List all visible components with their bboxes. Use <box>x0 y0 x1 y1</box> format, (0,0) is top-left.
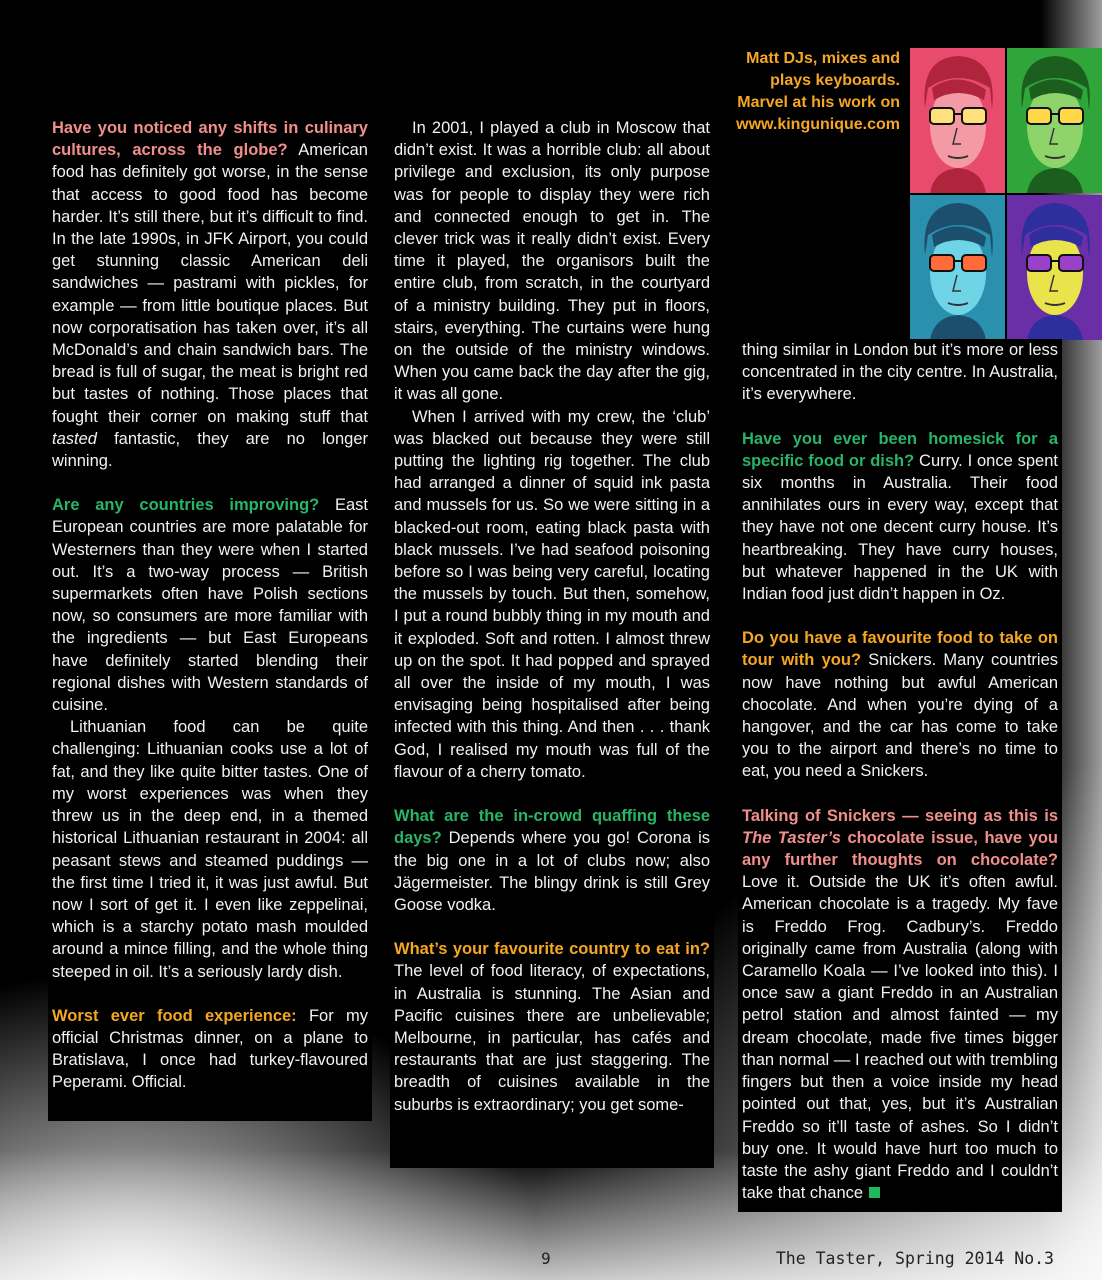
green-portrait <box>1007 48 1102 193</box>
paragraph: Lithuanian food can be quite challenging: Lithuanian cooks use a lot of fat, and they like quite bitter tastes. One of my worst experiences was when they threw us in the deep end, in a themed historical Lithuanian restaurant in 2004: all peasant stews and steamed puddings — the first time I tried it, it was just awful. But now I sort of get it. I even like zeppelinai, which is a starchy potato mash moulded around a mince filling, and the whole thing steeped in oil. It’s a seriously lardy dish. <box>52 718 368 981</box>
glasses-right-lens <box>962 255 986 271</box>
answer: For my official Christmas dinner, on a plane to Bratislava, I once had turkey-flavoured Peperami. Official. <box>52 1006 368 1092</box>
answer: East European countries are more palatable for Westerners than they were when I started out. It’s a two-way process — British supermarkets often have Polish sections now, so consumers are more familiar with the ingredients — but East Europeans have definitely started blending their regional dishes with Western standards of cuisine. <box>52 496 368 715</box>
paragraph <box>52 494 368 716</box>
question: What are the in-crowd quaffing these days? <box>394 807 710 848</box>
glasses-right-lens <box>1059 108 1083 124</box>
portrait-tile <box>1007 48 1102 193</box>
red-portrait <box>910 48 1005 193</box>
question-part: Talking of Snickers — seeing as this is <box>742 806 1058 825</box>
answer: Love it. Outside the UK it’s often awful. American chocolate is a tragedy. My fave is Freddo Frog. Cadbury’s. Freddo originally came from Australia (along with Caramello Koala — I’ve looked into this). I once saw a giant Freddo in an Australian petrol station and almost fainted — my dream chocolate, made five times bigger than normal — I reached out with trembling fingers but then a voice inside my head pointed out that, yes, but it’s Australian Freddo so it’ll taste of ashes. So I didn’t buy one. It would have hurt too much to taste the ashy giant Freddo and I couldn’t take that chance <box>742 873 1058 1203</box>
glasses-left-lens <box>1027 108 1051 124</box>
question <box>742 807 1058 869</box>
caption-line: Marvel at his work on <box>737 94 900 111</box>
paragraph <box>394 805 710 916</box>
question-part: chocolate issue, have you any further thoughts on chocolate? <box>742 828 1059 870</box>
portrait-tile <box>910 195 1005 340</box>
question: Have you ever been homesick for a specific food or dish? <box>742 429 1058 470</box>
glasses-right-lens <box>1059 255 1083 271</box>
answer: fantastic, they are no longer winning. <box>52 429 368 471</box>
question: Have you noticed any shifts in culinary cultures, across the globe? <box>52 119 368 160</box>
question: Are any countries improving? <box>52 496 320 515</box>
emphasis: The Taster’s <box>742 828 841 847</box>
caption-line: plays keyboards. <box>770 72 900 89</box>
answer: Snickers. Many countries now have nothing but awful American chocolate. And when you’re dying of a hangover, and the car has come to take you to the airport and there’s no time to eat, you need a Snickers. <box>742 651 1058 781</box>
question: Worst ever food experience: <box>52 1006 297 1025</box>
answer: The level of food literacy, of expectations, in Australia is stunning. The Asian and Pacific cuisines there are unbelievable; Melbourne, in particular, has cafés and restaurants that are just staggering. The breadth of cuisines available in the suburbs is extraordinary; you get some- <box>394 962 710 1114</box>
page-number: 9 <box>541 1249 551 1268</box>
publication-footer: The Taster, Spring 2014 No.3 <box>775 1249 1054 1268</box>
portrait-tile <box>1007 195 1102 340</box>
paragraph <box>52 1005 368 1094</box>
photo-caption <box>720 48 900 136</box>
answer: Curry. I once spent six months in Australia. Their food annihilates ours in every way, except that they have not one decent curry house. It’s heartbreaking. They have curry houses, but whatever happened in the UK with Indian food just didn’t happen in Oz. <box>742 451 1058 604</box>
end-mark-icon <box>869 1187 880 1198</box>
paragraph: thing similar in London but it’s more or less concentrated in the city centre. In Australia, it’s everywhere. <box>742 341 1058 404</box>
article-column-3 <box>738 339 1062 1212</box>
question: What’s your favourite country to eat in? <box>394 940 710 959</box>
cyan-portrait <box>910 195 1005 340</box>
glasses-left-lens <box>1027 255 1051 271</box>
article-column-2 <box>390 117 714 1168</box>
glasses-right-lens <box>962 108 986 124</box>
pop-art-portrait-grid <box>910 48 1102 340</box>
paragraph: In 2001, I played a club in Moscow that didn’t exist. It was a horrible club: all about privilege and exclusion, its only purpose was for people to display they were rich and connected enough to get in. The clever trick was it really didn’t exist. Every time it played, the organisors built the entire club, from scratch, in the courtyard of a ministry building. They put in floors, stairs, everything. The curtains were hung on the outside of the ministry windows. When you came back the day after the gig, it was all gone. <box>394 119 710 404</box>
paragraph <box>742 627 1058 782</box>
caption-link[interactable]: www.kingunique.com <box>736 116 900 133</box>
answer: American food has definitely got worse, in the sense that access to good food has become harder. It’s still there, but it’s difficult to find. In the late 1990s, in JFK Airport, you could get stunning classic American deli sandwiches — pastrami with pickles, for example — from little boutique places. But now corporatisation has taken over, it’s all McDonald’s and chain sandwich bars. The bread is full of sugar, the meat is bright red but tastes of nothing. Those places that fought their corner on making stuff that <box>52 141 368 426</box>
portrait-tile <box>910 48 1005 193</box>
paragraph: When I arrived with my crew, the ‘club’ was blacked out because they were still putting the lighting rig together. The club had arranged a dinner of squid ink pasta and mussels for us. So we were sitting in a blacked-out room, eating black pasta with black mussels. I’ve had seafood poisoning before so I was being very careful, locating the mussels by touch. But then, somehow, I put a round bubbly thing in my mouth and it exploded. Soft and rotten. I almost threw up on the spot. It had popped and sprayed all over the inside of my mouth, I was envisaging being hospitalised after being infected with this thing. And then . . . thank God, I realised my mouth was full of the flavour of a cherry tomato. <box>394 407 710 781</box>
question: Do you have a favourite food to take on tour with you? <box>742 629 1058 670</box>
article-column-1 <box>48 117 372 1121</box>
caption-line: Matt DJs, mixes and <box>746 50 900 67</box>
paragraph <box>742 805 1058 1205</box>
emphasis: tasted <box>52 429 97 448</box>
paragraph <box>394 938 710 1116</box>
yellow-portrait <box>1007 195 1102 340</box>
glasses-left-lens <box>930 255 954 271</box>
paragraph <box>52 117 368 472</box>
paragraph <box>742 428 1058 606</box>
glasses-left-lens <box>930 108 954 124</box>
answer: Depends where you go! Corona is the big one in a lot of clubs now; also Jägermeister. The blingy drink is still Grey Goose vodka. <box>394 829 710 914</box>
